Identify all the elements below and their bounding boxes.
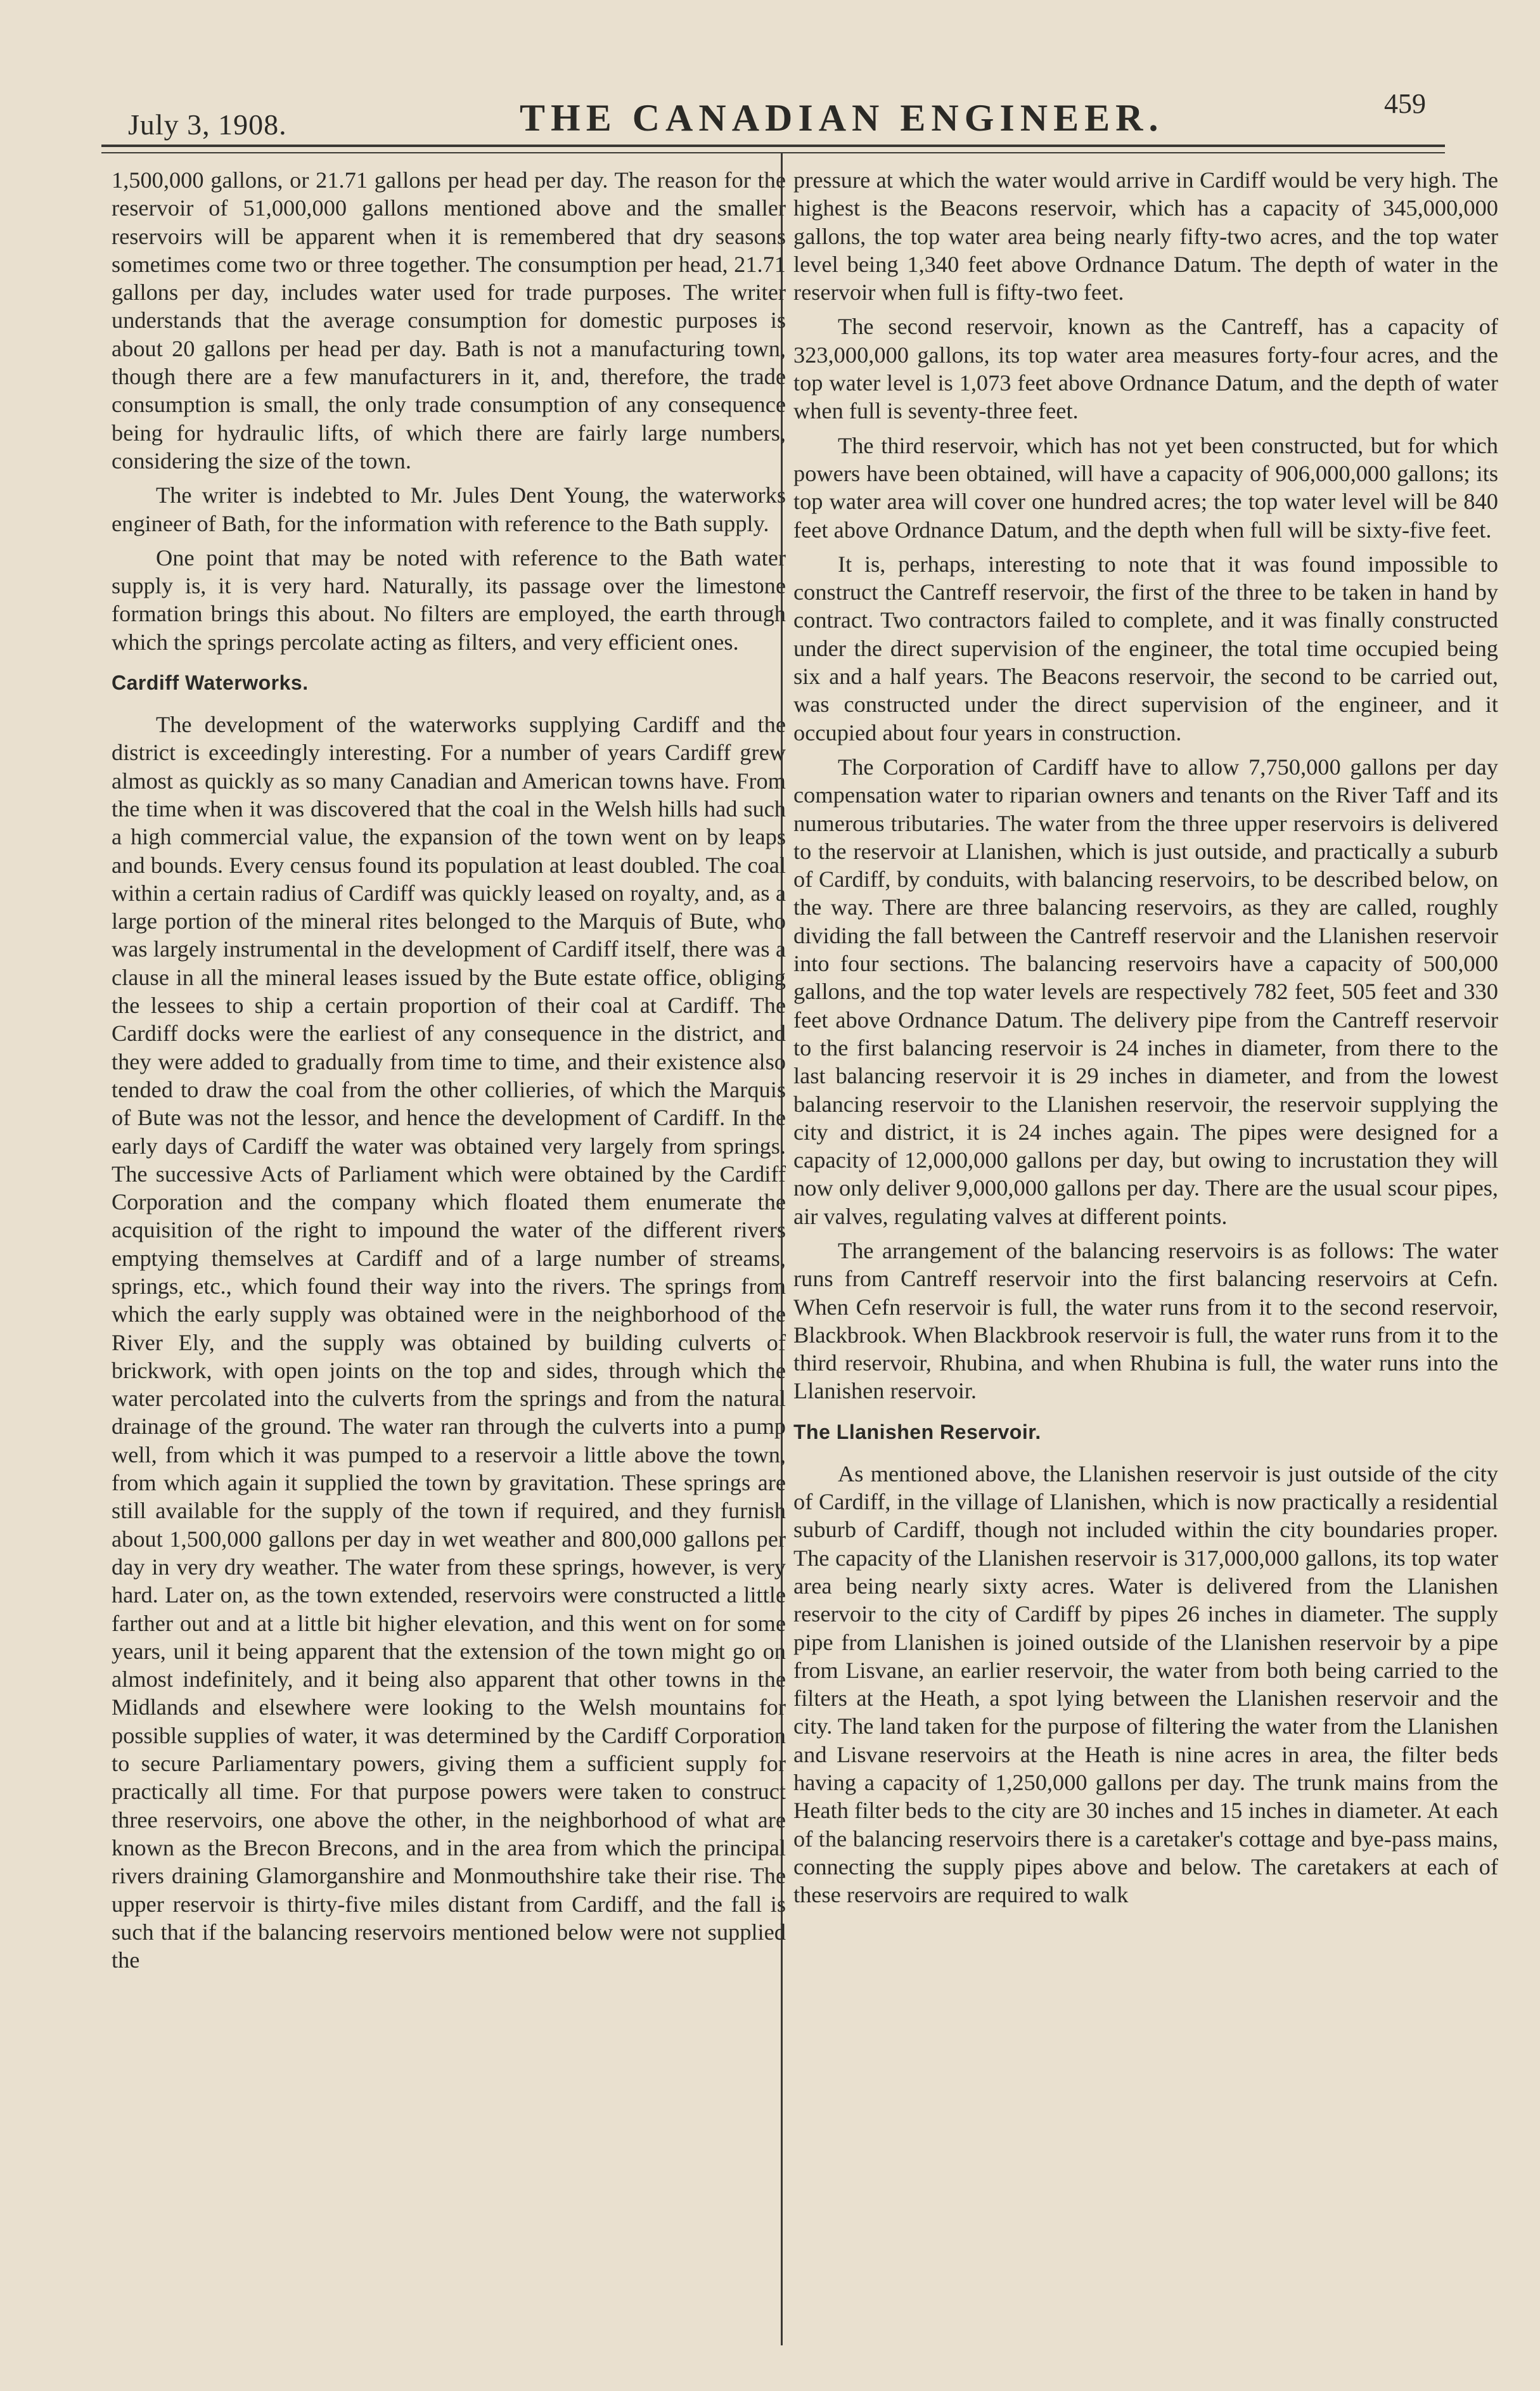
paragraph: The third reservoir, which has not yet been constructed, but for which powers have been obtained, will have a capacity of 906,000,000 gallons; its top water area will cover one hundred acres; the top water level will be 840 feet above Ordnance Datum, and the depth when full will be sixty-five feet. [793, 432, 1498, 543]
paragraph: The development of the waterworks supplying Cardiff and the district is exceedingly interesting. For a number of years Cardiff grew almost as quickly as so many Canadian and American towns have. From the time when it was discovered that the coal in the Welsh hills had such a high commercial value, the expansion of the town went on by leaps and bounds. Every census found its population at least doubled. The coal within a certain radius of Cardiff was quickly leased on royalty, and, as a large portion of the mineral rites belonged to the Marquis of Bute, who was largely instrumental in the development of Cardiff itself, there was a clause in all the mineral leases issued by the Bute estate office, obliging the lessees to ship a certain proportion of their coal at Cardiff. The Cardiff docks were the earliest of any consequence in the district, and they were added to gradually from time to time, and their existence also tended to draw the coal from the other collieries, of which the Marquis of Bute was not the lessor, and hence the development of Cardiff. In the early days of Cardiff the water was obtained very largely from springs. The successive Acts of Parliament which were obtained by the Cardiff Corporation and the company which floated them enumerate the acquisition of the right to impound the water of the different rivers emptying themselves at Cardiff and of a large number of streams, springs, etc., which found their way into the rivers. The springs from which the early supply was obtained were in the neighborhood of the River Ely, and the supply was obtained by building culverts of brickwork, with open joints on the top and sides, through which the water percolated into the culverts from the springs and from the natural drainage of the ground. The water ran through the culverts into a pump well, from which it was pumped to a reservoir a little above the town, from which again it supplied the town by gravitation. These springs are still available for the supply of the town if required, and they furnish about 1,500,000 gallons per day in wet weather and 800,000 gallons per day in very dry weather. The water from these springs, however, is very hard. Later on, as the town extended, reservoirs were constructed a little farther out and at a little bit higher elevation, and this went on for some years, unil it being apparent that the extension of the town might go on almost indefinitely, and it being also apparent that other towns in the Midlands and elsewhere were looking to the Welsh mountains for possible supplies of water, it was determined by the Cardiff Corporation to secure Parliamentary powers, giving them a sufficient supply for practically all time. For that purpose powers were taken to construct three reservoirs, one above the other, in the neighborhood of what are known as the Brecon Brecons, and in the area from which the principal rivers draining Glamorganshire and Monmouthshire take their rise. The upper reservoir is thirty-five miles distant from Cardiff, and the fall is such that if the balancing reservoirs mentioned below were not supplied the [112, 712, 786, 1973]
header-rule-thin [101, 152, 1445, 153]
page-header [114, 76, 1458, 146]
issue-date: July 3, 1908. [128, 108, 287, 141]
paragraph: The writer is indebted to Mr. Jules Dent Young, the waterworks engineer of Bath, for the information with reference to the Bath supply. [112, 482, 786, 536]
paragraph: One point that may be noted with reference to the Bath water supply is, it is very hard. Naturally, its passage over the limestone formation brings this about. No filters are employed, the earth through which the springs percolate acting as filters, and very efficient ones. [112, 545, 786, 655]
section-heading: The Llanishen Reservoir. [793, 1420, 1041, 1443]
right-column [793, 166, 1498, 1916]
paragraph: The Corporation of Cardiff have to allow 7,750,000 gallons per day compensation water to riparian owners and tenants on the River Taff and its numerous tributaries. The water from the three upper reservoirs is delivered to the reservoir at Llanishen, which is just outside, and practically a suburb of Cardiff, by conduits, with balancing reservoirs, to be described below, on the way. There are three balancing reservoirs, as they are called, roughly dividing the fall between the Cantreff reservoir and the Llanishen reservoir into four sections. The balancing reservoirs have a capacity of 500,000 gallons, and the top water levels are respectively 782 feet, 505 feet and 330 feet above Ordnance Datum. The delivery pipe from the Cantreff reservoir to the first balancing reservoir is 24 inches in diameter, from there to the last balancing reservoir it is 29 inches in diameter, and from the lowest balancing reservoir to the Llanishen reservoir, the reservoir supplying the city and district, it is 24 inches again. The pipes were designed for a capacity of 12,000,000 gallons per day, but owing to incrustation they will now only deliver 9,000,000 gallons per day. There are the usual scour pipes, air valves, regulating valves at different points. [793, 754, 1498, 1229]
paragraph: The second reservoir, known as the Cantreff, has a capacity of 323,000,000 gallons, its top water area measures forty-four acres, and the top water level is 1,073 feet above Ordnance Datum, and the depth of water when full is seventy-three feet. [793, 314, 1498, 424]
publication-title: THE CANADIAN ENGINEER. [520, 97, 1164, 139]
paragraph: As mentioned above, the Llanishen reservoir is just outside of the city of Cardiff, in the village of Llanishen, which is now practically a residential suburb of Cardiff, though not included within the city boundaries proper. The capacity of the Llanishen reservoir is 317,000,000 gallons, its top water area being nearly sixty acres. Water is delivered from the Llanishen reservoir to the city of Cardiff by pipes 26 inches in diameter. The supply pipe from Llanishen is joined outside of the Llanishen reservoir by a pipe from Lisvane, an earlier reservoir, the water from both being carried to the filters at the Heath, a spot lying between the Llanishen reservoir and the city. The land taken for the purpose of filtering the water from the Llanishen and Lisvane reservoirs at the Heath is nine acres in area, the filter beds having a capacity of 1,250,000 gallons per day. The trunk mains from the Heath filter beds to the city are 30 inches and 15 inches in diameter. At each of the balancing reservoirs there is a caretaker's cottage and bye-pass mains, connecting the supply pipes above and below. The caretakers at each of these reservoirs are required to walk [793, 1460, 1498, 1908]
paragraph: It is, perhaps, interesting to note that it was found impossible to construct the Cantreff reservoir, the first of the three to be taken in hand by contract. Two contractors failed to complete, and it was finally constructed under the direct supervision of the engineer, the total time occupied being six and a half years. The Beacons reservoir, the second to be carried out, was constructed under the direct supervision of the engineer, and it occupied about four years in construction. [793, 551, 1498, 745]
left-column [112, 166, 786, 1980]
paragraph: 1,500,000 gallons, or 21.71 gallons per head per day. The reason for the reservoir of 51,000,000 gallons mentioned above and the smaller reservoirs will be apparent when it is remembered that dry seasons sometimes come two or three together. The consumption per head, 21.71 gallons per day, includes water used for trade purposes. The writer understands that the average consumption for domestic purposes is about 20 gallons per head per day. Bath is not a manufacturing town, though there are a few manufacturers in it, and, therefore, the trade consumption is small, the only trade consumption of any consequence being for hydraulic lifts, of which there are fairly large numbers, considering the size of the town. [112, 167, 786, 474]
page-number: 459 [1384, 88, 1426, 119]
paragraph: The arrangement of the balancing reservoirs is as follows: The water runs from Cantreff reservoir into the first balancing reservoirs at Cefn. When Cefn reservoir is full, the water runs from it to the second reservoir, Blackbrook. When Blackbrook reservoir is full, the water runs from it to the third reservoir, Rhubina, and when Rhubina is full, the water runs into the Llanishen reservoir. [793, 1237, 1498, 1404]
paragraph: pressure at which the water would arrive in Cardiff would be very high. The highest is the Beacons reservoir, which has a capacity of 345,000,000 gallons, the top water area being nearly fifty-two acres, and the top water level being 1,340 feet above Ordnance Datum. The depth of water in the reservoir when full is fifty-two feet. [793, 167, 1498, 306]
header-rule-thick [101, 145, 1445, 147]
section-heading: Cardiff Waterworks. [112, 671, 309, 695]
